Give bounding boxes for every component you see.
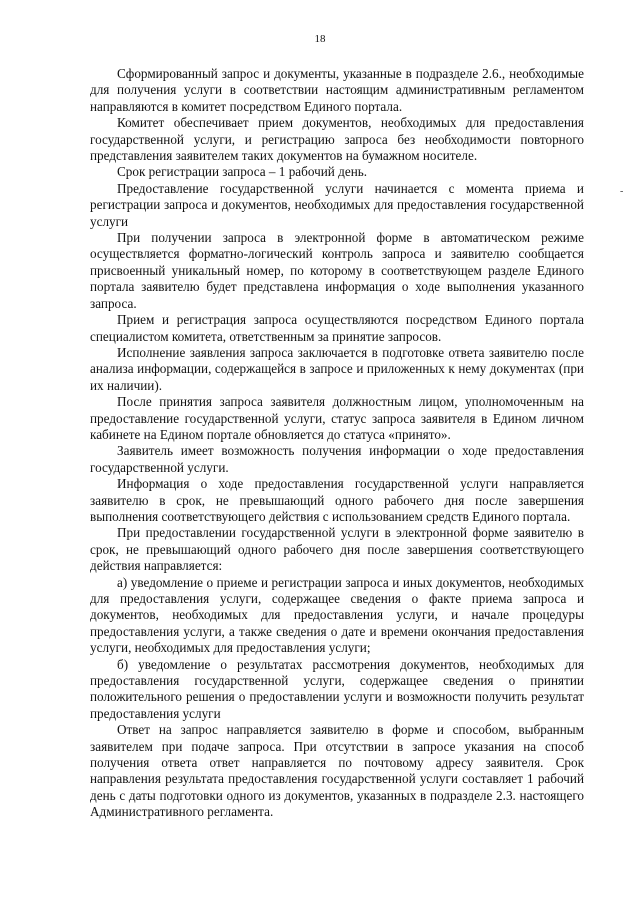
paragraph: Исполнение заявления запроса заключается в подготовке ответа заявителю после анализа информации, содержащейся в запросе и приложенных к нему документах (при их наличии). [90,344,584,393]
paragraph: При предоставлении государственной услуги в электронной форме заявителю в срок, не превышающий одного рабочего дня после завершения соответствующего действия направляется: [90,525,584,574]
paragraph: б) уведомление о результатах рассмотрения документов, необходимых для предоставления государственной услуги, содержащее сведения о принятии положительного решения о предоставлении услуги и возможности получить результат предоставления услуги [90,656,584,721]
paragraph: Прием и регистрация запроса осуществляются посредством Единого портала специалистом комитета, ответственным за принятие запросов. [90,312,584,344]
paragraph: После принятия запроса заявителя должностным лицом, уполномоченным на предоставление государственной услуги, статус запроса заявителя в Едином личном кабинете на Едином портале обновляется до статуса «принято». [90,394,584,442]
page-number: 18 [314,33,326,45]
paragraph: а) уведомление о приеме и регистрации запроса и иных документов, необходимых для предоставления услуги, содержащее сведения о факте приема запроса и документов, необходимых для предоставления услуги, и начале процедуры предоставления услуги, а также сведения о дате и времени окончания предоставления услуги, необходимых для предоставления услуги; [90,574,584,656]
paragraph: Информация о ходе предоставления государственной услуги направляется заявителю в срок, не превышающий одного рабочего дня после завершения выполнения соответствующего действия с использованием средств Единого портала. [90,476,584,524]
paragraph: Срок регистрации запроса – 1 рабочий день. [117,164,368,180]
paragraph: При получении запроса в электронной форме в автоматическом режиме осуществляется форматно-логический контроль запроса и заявителю сообщается присвоенный уникальный номер, по которому в соответствующем разделе Единого портала заявителю будет представлена информация о ходе выполнения указанного запроса. [90,230,584,311]
paragraph: Ответ на запрос направляется заявителю в форме и способом, выбранным заявителем при подаче запроса. При отсутствии в запросе указания на способ получения ответа ответ направляется по почтовому адресу заявителя. Срок направления результата предоставления государственной услуги составляет 1 рабочий день с даты подготовки одного из документов, указанных в подразделе 2.3. настоящего Административного регламента. [90,722,584,820]
paragraph: Предоставление государственной услуги начинается с момента приема и регистрации запроса и документов, необходимых для предоставления государственной услуги [90,180,584,229]
paragraph: Заявитель имеет возможность получения информации о ходе предоставления государственной услуги. [90,443,584,475]
document-body [90,66,584,821]
paragraph: Комитет обеспечивает прием документов, необходимых для предоставления государственной услуги, и регистрацию запроса без необходимости повторного представления заявителем таких документов на бумажном носителе. [90,115,584,164]
paragraph: Сформированный запрос и документы, указанные в подразделе 2.6., необходимые для получения услуги в соответствии настоящим административным регламентом направляются в комитет посредством Единого портала. [90,66,584,114]
margin-mark: - [620,186,624,197]
